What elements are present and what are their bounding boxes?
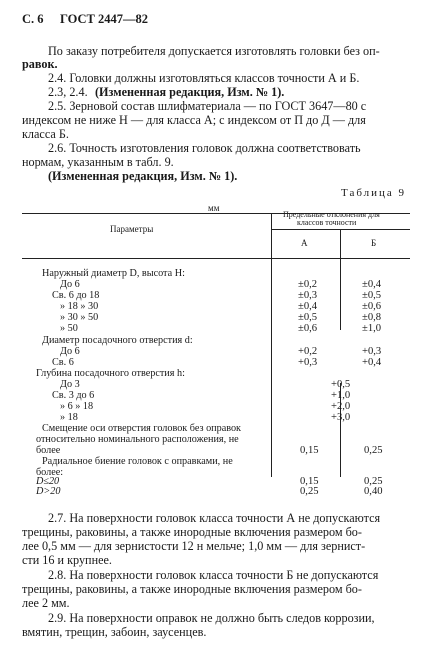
value-class-a: ±0,6 [298, 323, 318, 334]
row-label: » 50 [60, 323, 78, 334]
paragraph-line: класса Б. [22, 127, 69, 141]
paragraph-line: По заказу потребителя допускается изготовлять головки без оп- [48, 44, 380, 58]
row-label: Св. 3 до 6 [52, 390, 95, 401]
value-class-b: 0,25 [364, 476, 383, 487]
row-label: До 3 [60, 379, 80, 390]
value-shared: +0,5 [331, 379, 351, 390]
paragraph-2-6: 2.6. Точность изготовления головок должна соответствовать [48, 141, 361, 155]
row-label: До 6 [60, 279, 80, 290]
row-group-title: Наружный диаметр D, высота Н: [42, 268, 185, 279]
value-class-a: ±0,4 [298, 301, 318, 312]
row-label: Смещение оси отверстия головок без оправок [42, 423, 242, 434]
column-header-class-a: А [301, 238, 308, 248]
column-header-deviation: Предельные отклонения для [283, 210, 380, 219]
row-label: более: [36, 467, 64, 478]
row-label: До 6 [60, 346, 80, 357]
row-label: » 18 » 30 [60, 301, 99, 312]
value-class-a: ±0,2 [298, 279, 318, 290]
column-header-params: Параметры [110, 224, 154, 234]
column-header-class-b: Б [371, 238, 377, 248]
table-caption: Таблица 9 [341, 187, 407, 199]
paragraph-line: трещины, раковины, а также инородные включения размером бо- [22, 582, 362, 596]
value-class-a: 0,15 [300, 445, 319, 456]
value-class-b: +0,4 [362, 357, 382, 368]
value-class-a: ±0,3 [298, 290, 318, 301]
value-class-b: 0,40 [364, 486, 383, 497]
row-label: » 6 » 18 [60, 401, 94, 412]
paragraph-line: равок. [22, 57, 58, 71]
value-class-b: ±0,6 [362, 301, 382, 312]
value-class-a: ±0,5 [298, 312, 318, 323]
row-label: более [36, 445, 61, 456]
paragraph-2-9: 2.9. На поверхности оправок не должно быть следов коррозии, [48, 611, 375, 625]
value-class-b: ±0,8 [362, 312, 382, 323]
value-class-b: ±0,5 [362, 290, 382, 301]
value-class-b: ±1,0 [362, 323, 382, 334]
row-label: Св. 6 [52, 357, 74, 368]
value-class-b: 0,25 [364, 445, 383, 456]
paragraph-2-5: 2.5. Зерновой состав шлифматериала — по ГОСТ 3647—80 с [48, 99, 367, 113]
row-label: D≤20 [36, 476, 60, 487]
paragraph-line: сти 16 и крупнее. [22, 553, 112, 567]
amendment-note: (Измененная редакция, Изм. № 1). [95, 85, 285, 99]
value-shared: +2,0 [331, 401, 351, 412]
row-label: D>20 [36, 486, 61, 497]
paragraph-line: вмятин, трещин, забоин, заусенцев. [22, 625, 207, 639]
column-header-deviation: классов точности [297, 218, 357, 227]
row-label: » 30 » 50 [60, 312, 99, 323]
value-class-b: +0,3 [362, 346, 382, 357]
amendment-note: (Измененная редакция, Изм. № 1). [48, 169, 238, 183]
row-group-title: Глубина посадочного отверстия h: [36, 368, 185, 379]
paragraph-line: трещины, раковины, а также инородные включения размером бо- [22, 525, 362, 539]
value-shared: +1,0 [331, 390, 351, 401]
paragraph-line: лее 2 мм. [22, 596, 70, 610]
row-label: Радиальное биение головок с оправками, не [42, 456, 233, 467]
value-class-a: +0,2 [298, 346, 318, 357]
paragraph-2-4: 2.4. Головки должны изготовляться классов точности А и Б. [48, 71, 360, 85]
paragraph-line: нормам, указанным в табл. 9. [22, 155, 174, 169]
table-divider-vertical [271, 213, 272, 477]
standard-code: ГОСТ 2447—82 [60, 12, 149, 26]
value-class-a: 0,25 [300, 486, 319, 497]
row-label: относительно номинального расположения, не [36, 434, 239, 445]
paragraph-line: индексом не ниже Н — для класса А; с индексом от П до Д — для [22, 113, 366, 127]
value-shared: +3,0 [331, 412, 351, 423]
table-divider-ab [340, 229, 341, 330]
table-unit: мм [208, 203, 220, 213]
row-label: » 18 [60, 412, 78, 423]
table-header-rule [22, 258, 410, 259]
page-number: С. 6 [22, 12, 44, 26]
value-class-a: +0,3 [298, 357, 318, 368]
paragraph-2-7: 2.7. На поверхности головок класса точности А не допускаются [48, 511, 381, 525]
paragraph-2-8: 2.8. На поверхности головок класса точности Б не допускаются [48, 568, 379, 582]
row-group-title: Диаметр посадочного отверстия d: [42, 335, 193, 346]
value-class-a: 0,15 [300, 476, 319, 487]
value-class-b: ±0,4 [362, 279, 382, 290]
paragraph-line: лее 0,5 мм — для зернистости 12 н мельче; 1,0 мм — для зернист- [22, 539, 366, 553]
amendment-ref-numbers: 2.3, 2.4. [48, 85, 88, 99]
row-label: Св. 6 до 18 [52, 290, 100, 301]
